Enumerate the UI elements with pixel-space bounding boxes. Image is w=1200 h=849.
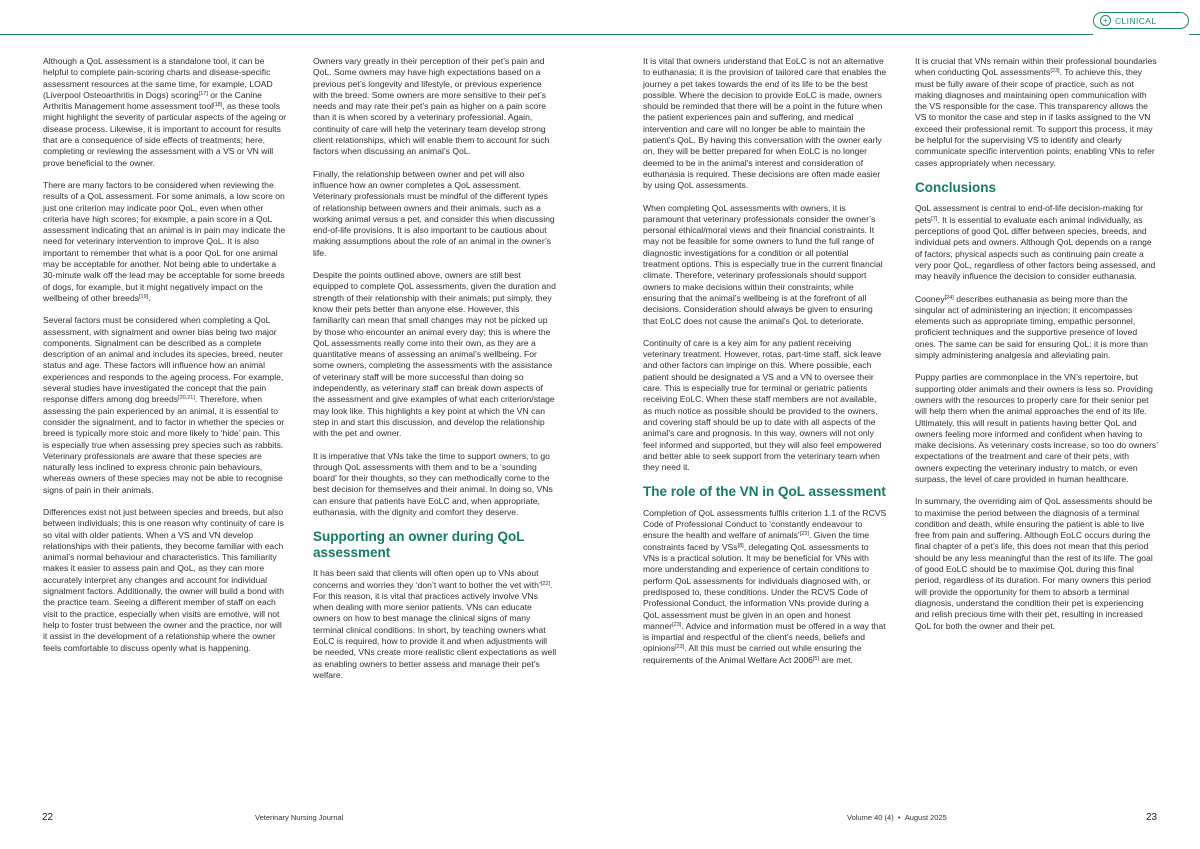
paragraph: Several factors must be considered when completing a QoL assessment, with signalment and owner bias being two major components. Signalment can be described as a complete description of an animal and includes its species, breed, neuter status and age. These factors will influence how an animal experiences and responds to the ageing process. For example, several studies have investigated the concept that the pain response differs among dog breeds[20,21]. Therefore, when assessing the pain experienced by an animal, it is essential to consider the signalment, and to factor in whether the species or breed is typically more stoic and more likely to ‘hide’ pain. This is especially true when assessing prey species such as rabbits. Veterinary professionals are aware that these species are naturally less inclined to express chronic pain behaviours, whereas owners of these species may not be able to recognise signs of pain in their animals. [43, 315, 285, 495]
paragraph: It is imperative that VNs take the time to support owners, to go through QoL assessments with them and to be a ‘sounding board’ for their thoughts, so they can methodically come to the best decision for themselves and their animal. In doing so, VNs can ensure that patients have EoLC and, when appropriate, euthanasia, with the dignity and comfort they deserve. [313, 450, 553, 517]
paragraph: Continuity of care is a key aim for any patient receiving veterinary treatment. However, rotas, part-time staff, sick leave and other factors can impinge on this. Where possible, each patient should be designated a VS and a VN to oversee their care. This is especially true for terminal or geriatric patients receiving EoLC. When these staff members are not available, as much notice as possible should be provided to the owners, and covering staff should be up to date with all aspects of the animal’s care and prognosis. In this way, owners will not only feel informed and supported, but they will also feel empowered and better able to seek support from the veterinary team when they need it. [643, 337, 882, 473]
header-rule-left [0, 34, 1093, 35]
paragraph: There are many factors to be considered when reviewing the results of a QoL assessment. For some animals, a low score on just one criterion may indicate poor QoL, even when other criteria have high scores; for example, a pain score in a QoL assessment indicating that an animal is in pain may indicate the need for veterinary intervention to improve QoL. It is also important to remember that what is a poor QoL for one animal may be acceptable for another. Not being able to undertake a 30-minute walk off the lead may be acceptable for some breeds of dogs, for example, but it might negatively impact on the wellbeing of other breeds[19]. [43, 179, 286, 303]
paragraph: Although a QoL assessment is a standalone tool, it can be helpful to complete pain-scoring charts and disease-specific assessment resources at the same time, for example, LOAD (Liverpool Osteoarthritis in Dogs) scoring[17] or the Canine Arthritis Management home assessment tool[18], as these tools might highlight the severity of particular aspects of the ageing or disease process. Likewise, it is important to account for results that are a consequence of side effects of treatments; here, completing or reviewing the assessment with a VS or VN will prove beneficial to the owner. [43, 56, 287, 168]
paragraph: Differences exist not just between species and breeds, but also between individuals; this is one reason why continuity of care is so vital with older patients. When a VS and VN develop relationships with their patients, they become familiar with each animal’s normal behaviour and characteristics. This familiarity makes it easier to assess pain and QoL, as they can more accurately interpret any changes and account for individual signalment factors. Additionally, the owner will build a bond with the practice team. Seeing a different member of staff on each visit to the practice, especially when visits are emotive, will not help to foster trust between the owner and the practice, nor will it assist in the development of a relationship where the owner feels comfortable to discuss openly what is happening. [43, 506, 285, 653]
heading-role-of-vn: The role of the VN in QoL assessment [643, 484, 886, 500]
column-2 [313, 56, 557, 692]
section-label: CLINICAL [1115, 15, 1157, 26]
issue-info: Volume 40 (4) • August 2025 [847, 813, 947, 822]
paragraph: It is vital that owners understand that EoLC is not an alternative to euthanasia; it is the provision of tailored care that enables the journey a pet takes towards the end of its life to be the best possible. Where the decision to provide EoLC is made, owners should be reminded that there will be a point in the future when the patient experiences pain and suffering, and medical intervention and care will no longer be able to maintain the patient’s QoL. By having this conversation with the owner early on, they will be better prepared for when EoLC is no longer deemed to be in the animal’s interest and consideration of euthanasia is required. These decisions are often made easier by using QoL assessments. [643, 56, 887, 191]
left-page-number: 22 [42, 812, 54, 823]
plus-circle-icon: + [1100, 15, 1111, 26]
paragraph: Completion of QoL assessments fulfils criterion 1.1 of the RCVS Code of Professional Conduct to ‘constantly endeavour to ensure the health and welfare of animals’[23]. Given the time constraints faced by VSs[8], delegating QoL assessments to VNs is a practical solution. It may be beneficial for VNs with more understanding and experience of certain conditions to perform QoL assessments for individuals diagnosed with, or predisposed to, these conditions. Under the RCVS Code of Professional Conduct, the information VNs provide during a QoL assessment must be given in an open and honest manner[23]. Advice and information must be offered in a way that is impartial and respectful of the client’s needs, beliefs and opinions[23]. All this must be carried out while ensuring the requirements of the Animal Welfare Act 2006[5] are met. [643, 507, 887, 665]
header-rule-right [1189, 34, 1200, 35]
paragraph: QoL assessment is central to end-of-life decision-making for pets[7]. It is essential to evaluate each animal individually, as perceptions of good QoL differ between species, breeds, and individual pets and owners. Although QoL depends on a range of factors, physical aspects such as continuing pain create a very poor QoL, regardless of other factors being assessed, and may heavily influence the decision to consider euthanasia. [915, 203, 1156, 282]
right-page-number: 23 [1146, 812, 1158, 823]
column-3 [643, 56, 887, 677]
paragraph: It is crucial that VNs remain within their professional boundaries when conducting QoL assessments[23]. To achieve this, they must be fully aware of their scope of practice, such as not making diagnoses and maintaining open communication with the VS responsible for the case. This transparency allows the VS to monitor the case and step in if tasks assigned to the VN exceed their professional remit. To support this process, it may be helpful for the supervising VS to identify and clearly communicate specific intervention points, enabling VNs to refer cases appropriately when necessary. [915, 56, 1157, 168]
journal-name: Veterinary Nursing Journal [255, 813, 344, 822]
paragraph: Puppy parties are commonplace in the VN’s repertoire, but supporting older animals and their owners is less so. Providing owners with the resources to properly care for their senior pet will help them when the animal approaches the end of its life. Ultimately, this will result in patients having better QoL and owners feeling more informed and confident when having to make decisions. As veterinary costs increase, so too do owners’ expectations of the treatment and care of their pets, with owners expecting the veterinary industry to match, or even surpass, the level of care provided in human healthcare. [915, 372, 1158, 484]
paragraph: Despite the points outlined above, owners are still best equipped to complete QoL assessments, given the duration and strength of their relationship with their animals; put simply, they know their pets better than anyone else. However, this familiarity can mean that small changes may not be picked up by those who encounter an animal every day; this is where the QoL assessments really come into their own, as they are a quantitative means of assessing an animal’s wellbeing. For some owners, completing the assessments with the assistance of veterinary staff will be more successful than doing so independently, as veterinary staff can break down aspects of the assessment and give examples of what each criterion/stage may look like. This highlights a key point at which the VN can step in and start this discussion, and develop the relationship with the pet and owner. [313, 270, 556, 439]
paragraph: Owners vary greatly in their perception of their pet’s pain and QoL. Some owners may have high expectations based on a previous pet’s longevity and lifestyle, or previous experience with the breed. Some owners are more sensitive to their pet’s needs and may rate their pet’s pain as higher on a pain score than it is when scored by a veterinary professional. Again, continuity of care will help the veterinary team develop strong client relationships, which will enable them to account for such factors when discussing an animal’s QoL. [313, 56, 550, 157]
paragraph: In summary, the overriding aim of QoL assessments should be to maximise the period between the diagnosis of a terminal condition and death, while ensuring the patient is able to live free from pain and suffering. Although EoLC occurs during the final chapter of a pet’s life, this does not mean that this period should be any less meaningful than the rest of its life. The goal of good EoLC should be to maximise QoL during this final period, regardless of its duration. For many owners this period will provide the opportunity for them to absorb a terminal diagnosis, understand the condition their pet is experiencing and relish precious time with their pet, resulting in increased QoL for both the owner and their pet. [915, 496, 1153, 631]
section-badge [1093, 12, 1189, 29]
heading-supporting-owner: Supporting an owner during QoL assessment [313, 529, 525, 560]
paragraph: Finally, the relationship between owner and pet will also influence how an owner completes a QoL assessment. Veterinary professionals must be mindful of the different types of relationship between owners and their animals, such as a working animal versus a pet, and consider this when discussing end-of-life provisions. It is also important to be cautious about making assumptions about the role of an animal in the owner’s life. [313, 168, 555, 258]
paragraph: Cooney[24] describes euthanasia as being more than the singular act of administering an injection; it encompasses elements such as appropriate timing, empathic personnel, proficient techniques and the supportive presence of loved ones. The same can be said for ensuring QoL: it is more than simply administering analgesia and alleviating pain. [915, 293, 1148, 361]
paragraph: When completing QoL assessments with owners, it is paramount that veterinary professionals consider the owner’s personal ethical/moral views and their financial constraints. It may not be feasible for some owners to fund the full range of diagnostic investigations for a condition or all potential treatment options. This is especially true in the current financial climate. Therefore, veterinary professionals should support owners to make decisions within their constraints, while ensuring that the animal’s wellbeing is at the forefront of all decisions. Consideration should always be given to ensuring that EoLC does not cause the animal’s QoL to deteriorate. [643, 202, 883, 326]
paragraph: It has been said that clients will often open up to VNs about concerns and worries they ‘don’t want to bother the vet with’[22]. For this reason, it is vital that practices actively involve VNs when dealing with more senior patients. VNs can educate owners on how to best manage the clinical signs of many terminal clinical conditions. In short, by teaching owners what EoLC is required, how to provide it and when adjustments will be needed, VNs create more realistic client expectations as well as enabling owners to better assess and manage their pet’s welfare. [313, 568, 557, 680]
heading-conclusions: Conclusions [915, 179, 997, 195]
column-4 [915, 56, 1159, 643]
column-1 [43, 56, 287, 665]
